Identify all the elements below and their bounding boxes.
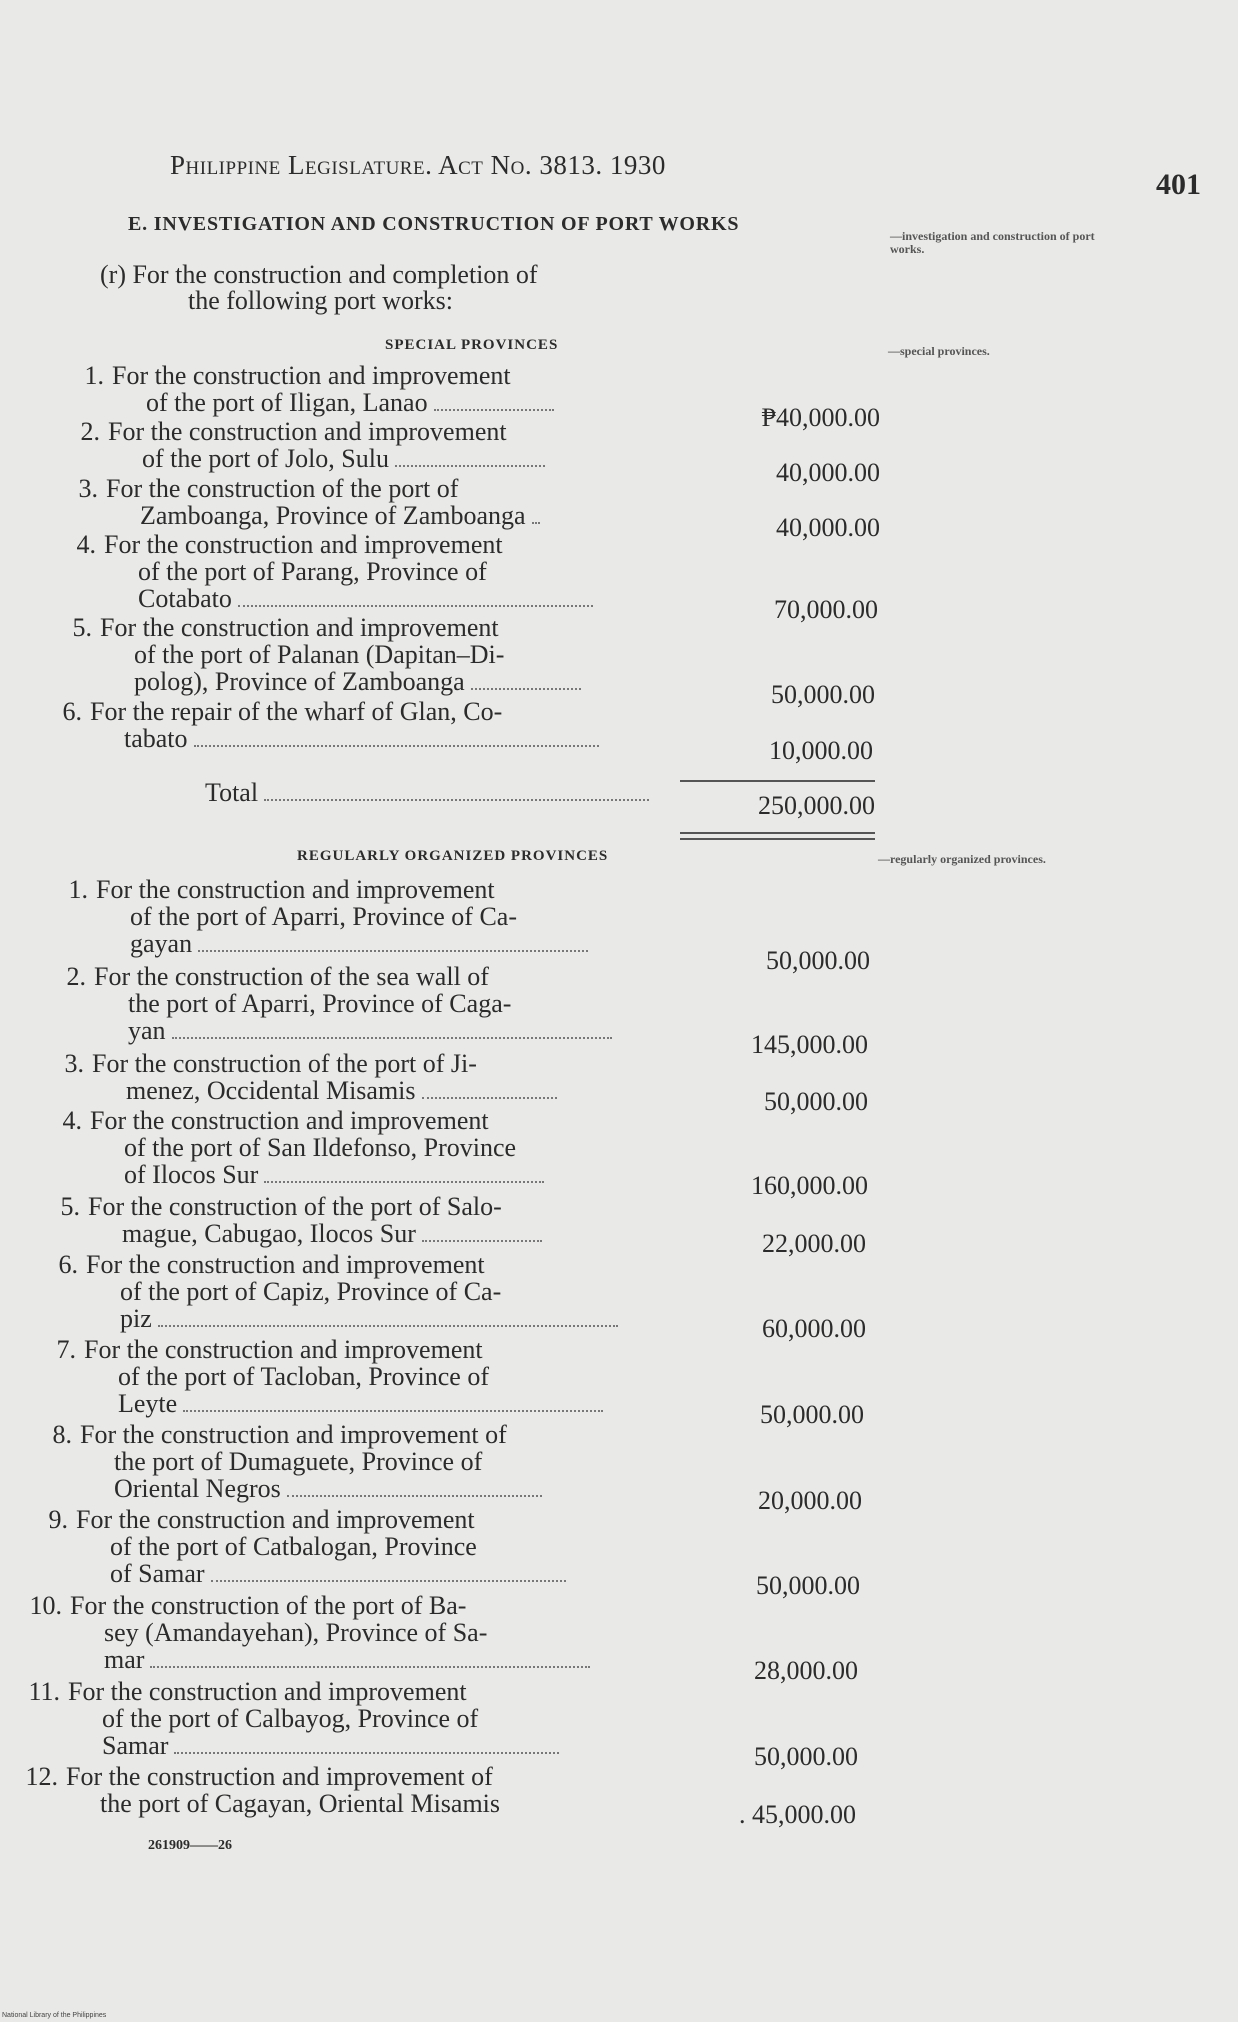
total-amount: 250,000.00: [758, 791, 875, 820]
item-number: 4.: [62, 1106, 82, 1135]
item-line-first: [46, 876, 588, 903]
item-number: 8.: [52, 1420, 72, 1449]
item-amount: 10,000.00: [769, 736, 873, 765]
special_provinces-item-6: [40, 698, 599, 752]
item-line-continued: [18, 1705, 559, 1732]
item-line-continued: [18, 1732, 559, 1759]
regular_provinces-item-5: [38, 1193, 542, 1247]
regular_provinces-item-9: [26, 1506, 566, 1587]
item-amount: ₱40,000.00: [761, 403, 880, 432]
item-amount: 28,000.00: [754, 1656, 858, 1685]
item-line-first: [38, 1193, 542, 1220]
item-text: mar: [104, 1645, 145, 1674]
item-text: For the construction and improvement: [104, 530, 503, 559]
item-line-first: [42, 1050, 557, 1077]
item-text: of the port of Capiz, Province of Ca-: [120, 1277, 502, 1306]
regular_provinces-item-8: [30, 1421, 542, 1502]
page-number: 401: [1156, 168, 1201, 201]
leader-dots: [198, 946, 588, 952]
special_provinces-item-2: [58, 418, 545, 472]
item-line-continued: [54, 585, 593, 612]
item-line-continued: [34, 1363, 603, 1390]
item-text: Leyte: [118, 1389, 178, 1418]
regular_provinces-item-7: [34, 1336, 603, 1417]
item-text: of the port of Aparri, Province of Ca-: [130, 902, 518, 931]
item-line-first: [44, 963, 612, 990]
item-text: Oriental Negros: [114, 1474, 281, 1503]
item-text: Zamboanga, Province of Zamboanga: [140, 501, 526, 530]
item-text: of the port of Parang, Province of: [138, 557, 487, 586]
item-text: For the construction and improvement of: [66, 1762, 493, 1791]
footer-code: 261909——26: [148, 1838, 232, 1853]
total-label: [205, 778, 649, 808]
item-text: piz: [120, 1304, 152, 1333]
item-line-first: [54, 531, 593, 558]
item-number: 1.: [84, 361, 104, 390]
item-line-continued: [62, 389, 554, 416]
item-amount: 20,000.00: [758, 1486, 862, 1515]
item-text: the port of Cagayan, Oriental Misamis: [100, 1789, 501, 1818]
item-amount: 50,000.00: [771, 680, 875, 709]
intro-paragraph: [100, 262, 538, 314]
item-line-continued: [34, 1390, 603, 1417]
leader-dots: [174, 1748, 559, 1754]
item-line-continued: [46, 930, 588, 957]
regular_provinces-item-11: [18, 1678, 559, 1759]
leader-dots: [422, 1093, 557, 1099]
leader-dots: [150, 1662, 590, 1668]
item-text: For the construction and improvement: [96, 875, 495, 904]
item-line-continued: [30, 1475, 542, 1502]
item-line-continued: [40, 1134, 544, 1161]
item-text: yan: [128, 1016, 166, 1045]
item-amount: 22,000.00: [762, 1229, 866, 1258]
item-line-continued: [58, 445, 545, 472]
item-text: of Samar: [110, 1559, 205, 1588]
item-line-continued: [38, 1220, 542, 1247]
item-line-continued: [20, 1619, 590, 1646]
item-text: mague, Cabugao, Ilocos Sur: [122, 1219, 416, 1248]
regular_provinces-item-10: [20, 1592, 590, 1673]
item-text: Samar: [102, 1731, 169, 1760]
item-line-first: [34, 1336, 603, 1363]
item-number: 7.: [56, 1335, 76, 1364]
item-text: For the construction and improvement: [100, 613, 499, 642]
item-number: 12.: [25, 1762, 58, 1791]
leader-dots: [422, 1236, 542, 1242]
margin-note-investigation: —investigation and construction of port works.: [890, 229, 1095, 256]
item-text: For the construction of the port of: [106, 474, 459, 503]
regular_provinces-item-12: [16, 1763, 500, 1817]
item-text: For the construction of the port of Salo-: [88, 1192, 502, 1221]
item-line-first: [40, 698, 599, 725]
item-text: For the construction of the port of Ji-: [92, 1049, 477, 1078]
leader-dots: [238, 601, 593, 607]
item-line-continued: [50, 668, 581, 695]
item-amount: 50,000.00: [756, 1571, 860, 1600]
total-label-text: Total: [205, 778, 259, 807]
leader-dots: [434, 405, 554, 411]
regular_provinces-item-4: [40, 1107, 544, 1188]
item-line-continued: [44, 990, 612, 1017]
item-amount: 50,000.00: [766, 946, 870, 975]
item-amount: 50,000.00: [764, 1087, 868, 1116]
leader-dots: [287, 1491, 542, 1497]
item-amount: 40,000.00: [776, 458, 880, 487]
item-number: 3.: [78, 474, 98, 503]
item-text: For the construction and improvement: [112, 361, 511, 390]
item-text: For the construction and improvement: [90, 1106, 489, 1135]
item-number: 2.: [66, 962, 86, 991]
item-amount: 160,000.00: [751, 1171, 868, 1200]
item-text: For the repair of the wharf of Glan, Co-: [90, 697, 503, 726]
archive-tag: National Library of the Philippines: [2, 2012, 107, 2019]
regular_provinces-item-2: [44, 963, 612, 1044]
item-number: 4.: [76, 530, 96, 559]
item-text: For the construction and improvement of: [80, 1420, 507, 1449]
item-amount: 70,000.00: [774, 595, 878, 624]
item-text: For the construction of the port of Ba-: [70, 1591, 467, 1620]
item-line-first: [26, 1506, 566, 1533]
leader-dots: [395, 461, 545, 467]
item-amount: 40,000.00: [776, 513, 880, 542]
item-text: of the port of Palanan (Dapitan–Di-: [134, 640, 505, 669]
special_provinces-item-1: [62, 362, 554, 416]
item-number: 6.: [58, 1250, 78, 1279]
item-line-continued: [26, 1533, 566, 1560]
item-amount: 50,000.00: [760, 1400, 864, 1429]
item-text: sey (Amandayehan), Province of Sa-: [104, 1618, 488, 1647]
item-line-continued: [50, 641, 581, 668]
margin-note-special: —special provinces.: [888, 344, 990, 358]
item-text: For the construction and improvement: [86, 1250, 485, 1279]
item-text: of the port of Iligan, Lanao: [146, 388, 428, 417]
item-line-first: [20, 1592, 590, 1619]
item-text: For the construction and improvement: [108, 417, 507, 446]
intro-line-1: (r) For the construction and completion of: [100, 260, 538, 289]
item-text: tabato: [124, 724, 188, 753]
item-line-first: [56, 475, 540, 502]
item-text: of the port of Calbayog, Province of: [102, 1704, 479, 1733]
leader-dots: [194, 741, 599, 747]
item-text: of Ilocos Sur: [124, 1160, 259, 1189]
item-text: For the construction and improvement: [68, 1677, 467, 1706]
total-rule-top: [680, 780, 875, 782]
item-text: of the port of Jolo, Sulu: [142, 444, 389, 473]
item-line-continued: [40, 725, 599, 752]
item-text: For the construction and improvement: [84, 1335, 483, 1364]
item-line-continued: [54, 558, 593, 585]
item-text: of the port of Catbalogan, Province: [110, 1532, 477, 1561]
regular_provinces-item-6: [36, 1251, 618, 1332]
item-text: of the port of Tacloban, Province of: [118, 1362, 489, 1391]
item-amount: . 45,000.00: [739, 1800, 856, 1829]
section-heading: E. INVESTIGATION AND CONSTRUCTION OF PORT WORKS: [128, 213, 740, 235]
item-line-continued: [36, 1305, 618, 1332]
item-line-continued: [16, 1790, 500, 1817]
item-amount: 145,000.00: [751, 1030, 868, 1059]
item-line-first: [62, 362, 554, 389]
item-line-first: [40, 1107, 544, 1134]
item-number: 9.: [48, 1505, 68, 1534]
item-number: 11.: [28, 1677, 60, 1706]
leader-dots: [211, 1576, 566, 1582]
total-double-rule-2: [680, 838, 875, 840]
item-number: 10.: [29, 1591, 62, 1620]
item-number: 5.: [60, 1192, 80, 1221]
leader-dots: [172, 1033, 612, 1039]
item-text: Cotabato: [138, 584, 232, 613]
item-line-first: [50, 614, 581, 641]
leader-dots: [264, 795, 649, 801]
margin-note-regular: —regularly organized provinces.: [878, 852, 1046, 866]
total-double-rule-1: [680, 832, 875, 834]
item-line-first: [18, 1678, 559, 1705]
item-text: menez, Occidental Misamis: [126, 1076, 416, 1105]
item-line-continued: [44, 1017, 612, 1044]
item-line-continued: [36, 1278, 618, 1305]
leader-dots: [532, 518, 540, 524]
item-number: 3.: [64, 1049, 84, 1078]
leader-dots: [183, 1406, 603, 1412]
regular-provinces-heading: REGULARLY ORGANIZED PROVINCES: [297, 848, 609, 864]
leader-dots: [158, 1321, 618, 1327]
special_provinces-item-4: [54, 531, 593, 612]
special_provinces-item-5: [50, 614, 581, 695]
item-text: the port of Aparri, Province of Caga-: [128, 989, 512, 1018]
item-line-first: [30, 1421, 542, 1448]
item-text: For the construction of the sea wall of: [94, 962, 489, 991]
item-line-continued: [30, 1448, 542, 1475]
item-number: 2.: [80, 417, 100, 446]
regular_provinces-item-1: [46, 876, 588, 957]
leader-dots: [471, 684, 581, 690]
item-line-continued: [40, 1161, 544, 1188]
item-line-continued: [46, 903, 588, 930]
running-head: Philippine Legislature. Act No. 3813. 1930: [170, 150, 666, 180]
item-text: For the construction and improvement: [76, 1505, 475, 1534]
item-text: gayan: [130, 929, 193, 958]
item-text: of the port of San Ildefonso, Province: [124, 1133, 517, 1162]
item-amount: 60,000.00: [762, 1314, 866, 1343]
item-number: 1.: [68, 875, 88, 904]
item-line-continued: [56, 502, 540, 529]
item-line-first: [58, 418, 545, 445]
intro-line-2: the following port works:: [188, 286, 454, 315]
item-line-first: [16, 1763, 500, 1790]
item-line-continued: [26, 1560, 566, 1587]
item-line-continued: [42, 1077, 557, 1104]
item-number: 5.: [72, 613, 92, 642]
item-text: the port of Dumaguete, Province of: [114, 1447, 483, 1476]
item-text: polog), Province of Zamboanga: [134, 667, 465, 696]
item-line-first: [36, 1251, 618, 1278]
item-amount: 50,000.00: [754, 1742, 858, 1771]
leader-dots: [264, 1177, 544, 1183]
item-line-continued: [20, 1646, 590, 1673]
special_provinces-item-3: [56, 475, 540, 529]
regular_provinces-item-3: [42, 1050, 557, 1104]
special-provinces-heading: SPECIAL PROVINCES: [385, 337, 559, 353]
item-number: 6.: [62, 697, 82, 726]
